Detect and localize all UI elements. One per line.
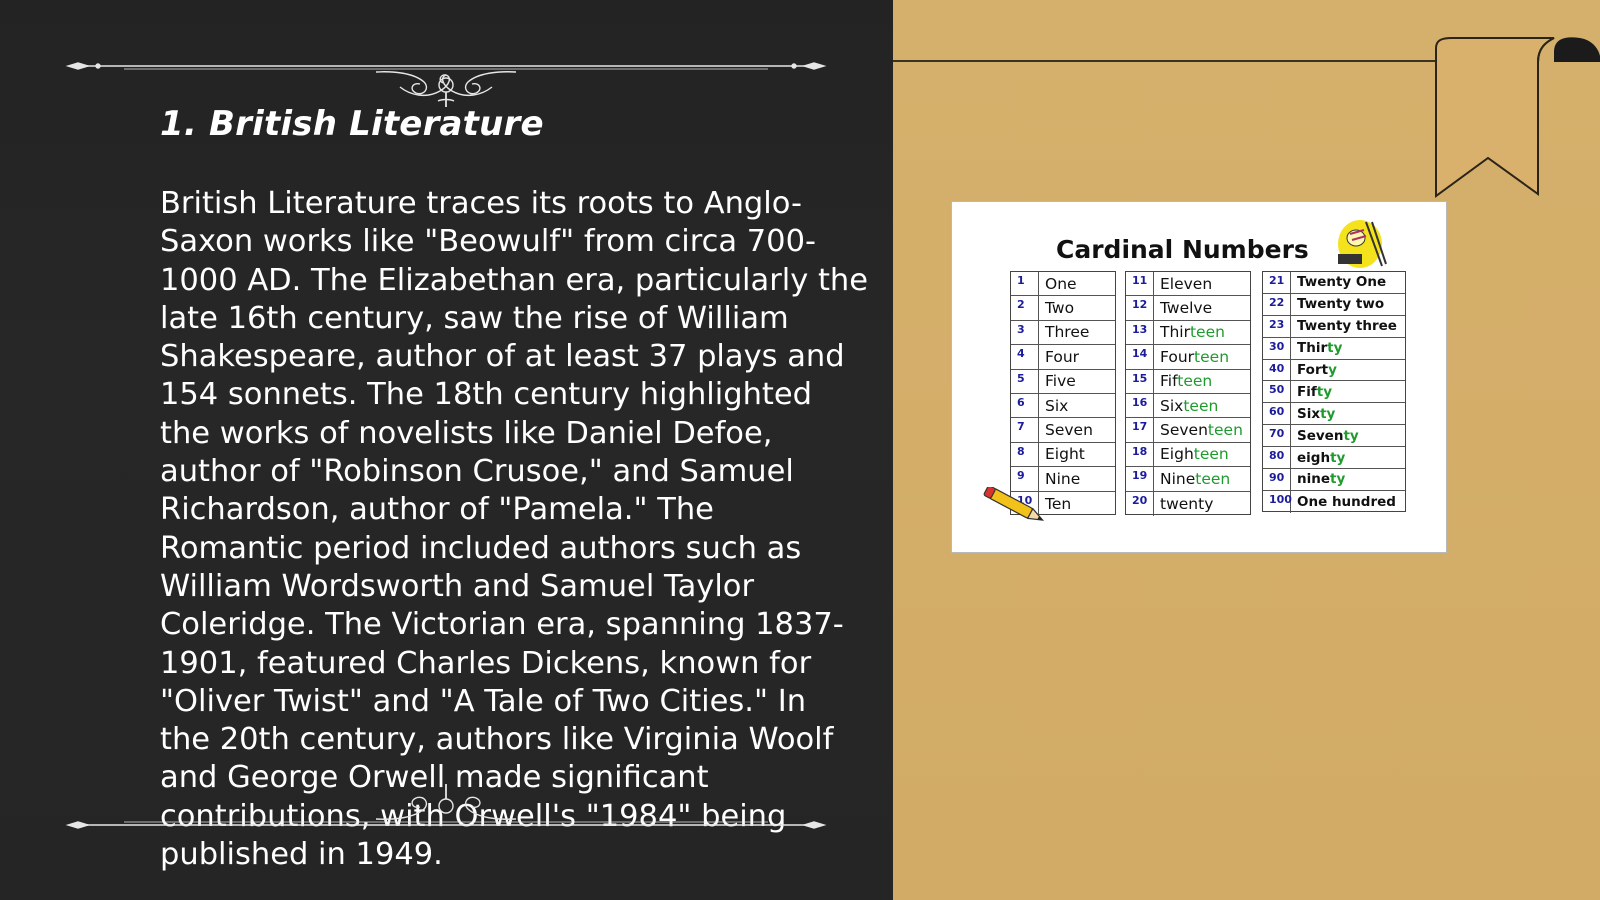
number-cell: 8 — [1011, 443, 1039, 466]
word-suffix: teen — [1195, 469, 1231, 488]
word-stem: Nine — [1045, 469, 1081, 488]
word-stem: Ten — [1045, 494, 1072, 513]
table-row — [1263, 403, 1405, 425]
word-stem: Twenty two — [1297, 296, 1385, 313]
word-stem: Fif — [1297, 383, 1317, 400]
number-cell: 11 — [1126, 272, 1154, 295]
word-cell — [1154, 495, 1213, 513]
body-line: published in 1949. — [160, 837, 443, 873]
word-suffix: ty — [1330, 449, 1346, 466]
number-cell: 20 — [1126, 492, 1154, 516]
number-cell: 40 — [1263, 360, 1291, 381]
word-cell — [1154, 275, 1212, 293]
numbers-column-21-100 — [1262, 271, 1406, 512]
table-row — [1263, 338, 1405, 360]
word-suffix: ty — [1320, 405, 1336, 422]
word-suffix: teen — [1183, 396, 1219, 415]
word-stem: Eigh — [1160, 445, 1194, 464]
table-row — [1126, 272, 1250, 296]
body-line: the 20th century, authors like Virginia Woolf — [160, 722, 834, 758]
word-cell — [1291, 450, 1345, 466]
table-row — [1011, 443, 1115, 467]
word-cell — [1039, 470, 1080, 488]
word-stem: Six — [1045, 396, 1069, 415]
body-line: contributions, with Orwell's "1984" being — [160, 798, 787, 834]
word-stem: Eight — [1045, 445, 1085, 464]
body-line: author of "Robinson Crusoe," and Samuel — [160, 454, 794, 490]
word-cell — [1039, 299, 1074, 317]
word-stem: Seven — [1297, 427, 1344, 444]
word-cell — [1291, 318, 1397, 334]
word-stem: Fort — [1297, 362, 1329, 378]
word-cell — [1291, 296, 1384, 312]
number-cell: 7 — [1011, 418, 1039, 441]
number-cell: 5 — [1011, 370, 1039, 393]
word-cell — [1039, 348, 1079, 366]
number-cell: 23 — [1263, 316, 1291, 337]
number-cell: 15 — [1126, 370, 1154, 393]
word-stem: Two — [1045, 299, 1075, 318]
word-stem: Five — [1045, 372, 1076, 391]
word-cell — [1291, 384, 1332, 400]
word-stem: Seven — [1160, 421, 1208, 440]
word-suffix: ty — [1316, 383, 1332, 400]
number-cell: 10 — [1011, 492, 1039, 516]
word-cell — [1154, 470, 1230, 488]
word-cell — [1039, 323, 1089, 341]
word-cell — [1154, 299, 1212, 317]
body-line: 154 sonnets. The 18th century highlighted — [160, 377, 812, 413]
number-cell: 13 — [1126, 321, 1154, 344]
word-stem: Six — [1160, 396, 1184, 415]
number-cell: 30 — [1263, 338, 1291, 359]
bottom-scroll-ornament — [64, 776, 828, 836]
word-cell — [1291, 274, 1386, 290]
word-cell — [1291, 471, 1345, 487]
word-suffix: y — [1328, 362, 1337, 378]
word-stem: Twelve — [1160, 299, 1213, 318]
word-stem: Thir — [1160, 323, 1190, 342]
table-row — [1263, 447, 1405, 469]
table-row — [1011, 370, 1115, 394]
number-cell: 1 — [1011, 272, 1039, 295]
body-line: Saxon works like "Beowulf" from circa 700- — [160, 224, 816, 260]
word-cell — [1154, 323, 1225, 341]
body-line: Shakespeare, author of at least 37 plays and — [160, 339, 845, 375]
word-stem: Seven — [1045, 421, 1093, 440]
number-cell: 22 — [1263, 294, 1291, 315]
bookmark-ribbon-icon — [1434, 34, 1600, 202]
numbers-column-1-20 — [1010, 271, 1116, 515]
slide-body-text — [160, 185, 869, 874]
word-cell — [1039, 275, 1077, 293]
number-cell: 14 — [1126, 345, 1154, 368]
number-cell: 18 — [1126, 443, 1154, 466]
table-row — [1011, 418, 1115, 442]
word-stem: Twenty three — [1297, 318, 1397, 335]
cartoon-character-icon — [1330, 214, 1392, 272]
word-cell — [1291, 406, 1335, 422]
table-row — [1263, 381, 1405, 403]
word-suffix: ty — [1343, 427, 1359, 444]
word-cell — [1039, 421, 1093, 439]
number-cell: 70 — [1263, 425, 1291, 446]
table-row — [1126, 443, 1250, 467]
body-line: William Wordsworth and Samuel Taylor — [160, 568, 754, 604]
number-cell: 90 — [1263, 469, 1291, 490]
table-row — [1011, 296, 1115, 320]
word-stem: Four — [1160, 347, 1195, 366]
body-line: Romantic period included authors such as — [160, 530, 802, 566]
word-suffix: ty — [1327, 340, 1343, 357]
word-stem: Fif — [1160, 372, 1178, 391]
word-stem: Twenty One — [1297, 274, 1387, 291]
word-cell — [1154, 397, 1218, 415]
word-suffix: teen — [1193, 445, 1229, 464]
body-line: British Literature traces its roots to Anglo- — [160, 186, 802, 221]
body-line: the works of novelists like Daniel Defoe, — [160, 415, 773, 451]
word-cell — [1039, 372, 1076, 390]
table-row — [1263, 491, 1405, 513]
table-row — [1263, 294, 1405, 316]
table-row — [1011, 345, 1115, 369]
word-cell — [1291, 340, 1342, 356]
table-row — [1011, 321, 1115, 345]
word-cell — [1039, 445, 1085, 463]
table-row — [1126, 321, 1250, 345]
number-cell: 21 — [1263, 272, 1291, 293]
number-cell: 17 — [1126, 418, 1154, 441]
table-row — [1126, 394, 1250, 418]
word-suffix: teen — [1194, 347, 1230, 366]
body-line: 1901, featured Charles Dickens, known for — [160, 645, 812, 681]
word-stem: Six — [1297, 405, 1321, 422]
table-row — [1011, 394, 1115, 418]
word-stem: Nine — [1160, 469, 1196, 488]
number-cell: 12 — [1126, 296, 1154, 319]
word-stem: Four — [1045, 347, 1080, 366]
word-cell — [1291, 428, 1359, 444]
table-row — [1126, 345, 1250, 369]
table-row — [1011, 272, 1115, 296]
word-suffix: teen — [1177, 372, 1213, 391]
number-cell: 100 — [1263, 491, 1291, 513]
body-line: "Oliver Twist" and "A Tale of Two Cities." In — [160, 683, 807, 719]
word-cell — [1291, 362, 1337, 378]
table-row — [1126, 492, 1250, 516]
word-suffix: ty — [1330, 471, 1346, 488]
word-stem: One — [1045, 274, 1077, 293]
body-line: and George Orwell made significant — [160, 760, 709, 796]
word-suffix: teen — [1189, 323, 1225, 342]
body-line: Richardson, author of "Pamela." The — [160, 492, 714, 528]
word-cell — [1154, 372, 1212, 390]
number-cell: 80 — [1263, 447, 1291, 468]
table-row — [1263, 316, 1405, 338]
word-cell — [1039, 397, 1068, 415]
word-cell — [1154, 348, 1229, 366]
word-stem: One hundred — [1297, 493, 1396, 510]
word-suffix: teen — [1207, 421, 1243, 440]
number-cell: 60 — [1263, 403, 1291, 424]
word-cell — [1154, 421, 1243, 439]
word-stem: nine — [1297, 471, 1331, 488]
table-row — [1126, 418, 1250, 442]
word-stem: Three — [1045, 323, 1090, 342]
body-line: 1000 AD. The Elizabethan era, particularly the — [160, 262, 869, 298]
word-cell — [1154, 445, 1229, 463]
body-line: Coleridge. The Victorian era, spanning 1837- — [160, 607, 844, 643]
table-row — [1126, 370, 1250, 394]
word-stem: twenty — [1160, 494, 1214, 513]
table-row — [1263, 469, 1405, 491]
card-title: Cardinal Numbers — [1056, 235, 1309, 264]
number-cell: 2 — [1011, 296, 1039, 319]
number-cell: 3 — [1011, 321, 1039, 344]
table-row — [1263, 425, 1405, 447]
cardinal-numbers-image — [951, 201, 1447, 553]
word-cell — [1291, 494, 1396, 510]
table-row — [1263, 360, 1405, 382]
header-divider-line — [893, 60, 1453, 62]
table-row — [1126, 467, 1250, 491]
body-line: late 16th century, saw the rise of William — [160, 300, 789, 336]
slide-title: 1. British Literature — [160, 104, 544, 144]
pencil-icon — [982, 487, 1048, 525]
word-stem: Eleven — [1160, 274, 1213, 293]
number-cell: 4 — [1011, 345, 1039, 368]
table-row — [1126, 296, 1250, 320]
number-cell: 6 — [1011, 394, 1039, 417]
number-cell: 9 — [1011, 467, 1039, 490]
word-stem: Thir — [1297, 340, 1328, 357]
numbers-column-11-20 — [1125, 271, 1251, 515]
number-cell: 50 — [1263, 381, 1291, 402]
table-row — [1263, 272, 1405, 294]
word-stem: eigh — [1297, 449, 1331, 466]
number-cell: 16 — [1126, 394, 1154, 417]
number-cell: 19 — [1126, 467, 1154, 490]
